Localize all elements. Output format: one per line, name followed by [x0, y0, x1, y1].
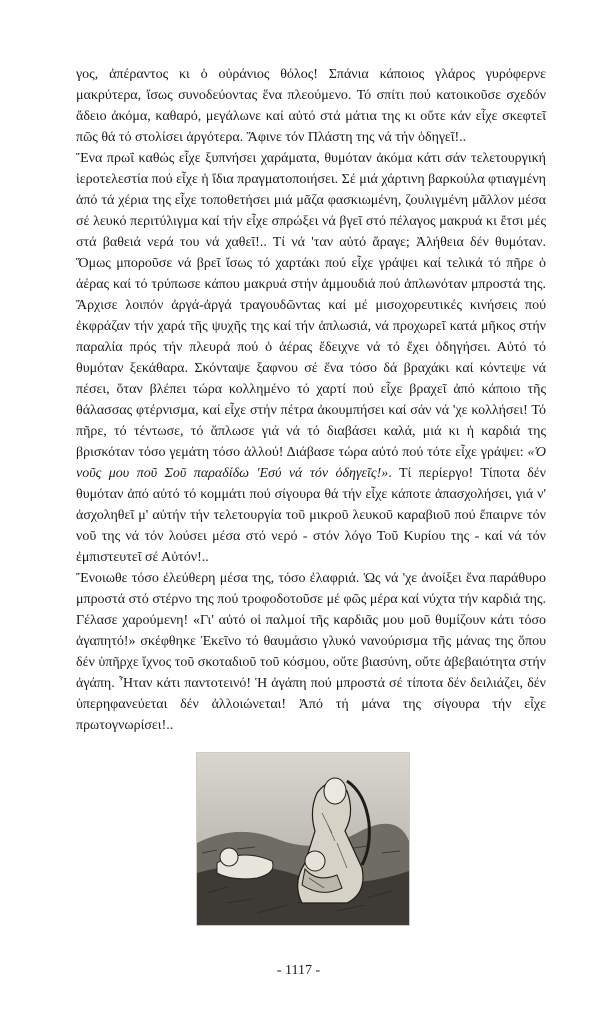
text-run: γος, ἀπέραντος κι ὁ οὐράνιος θόλος! Σπάνια κάποιος γλάρος γυρόφερνε μακρύτερα, ἴσως συνοδεύοντας ἕνα πλεούμενο. Τό σπίτι πού κατοικοῦσε σχεδόν ἄδειο ἀκόμα, καθαρό, μεγάλωνε καί αὐτό στά μάτια της κι οὔτε κάν εἶχε σκεφτεῖ πῶς θά τό στολίσει ἀργότερα. Ἄφινε τόν Πλάστη της νά τήν ὁδηγεῖ!..: [76, 67, 546, 145]
text-run: Ἔνοιωθε τόσο ἐλεύθερη μέσα της, τόσο ἐλαφριά. Ὡς νά 'χε ἀνοίξει ἕνα παράθυρο μπροστά στό στέρνο της πού τροφοδοτοῦσε μέ φῶς μέρα καί νύχτα τήν καρδιά της. Γέλασε χαρούμενη! «Γι' αὐτό οἱ παλμοί τῆς καρδιᾶς μου μοῦ θυμίζουν κάτι τόσο ἀγαπητό!» σκέφθηκε Ἐκεῖνο τό θαυμάσιο γλυκό νανούρισμα τῆς μάνας της ὅπου δέν ὑπῆρχε ἴχνος τοῦ σκοταδιοῦ τοῦ κόσμου, οὔτε βιασύνη, οὔτε ἀβεβαιότητα στήν ἀγάπη. Ἦταν κάτι παντοτεινό! Ἡ ἀγάπη πού μπροστά σέ τίποτα δέν δειλιάζει, δέν ὑπερηφανεύεται δέν ἀλλοιώνεται! Ἀπό τή μάνα της σίγουρα τήν εἶχε πρωτογνωρίσει!..: [76, 571, 546, 733]
text-run: Ἕνα πρωΐ καθώς εἶχε ξυπνήσει χαράματα, θυμόταν ἀκόμα κάτι σάν τελετουργική ἱεροτελεστία πού εἶχε ἡ ἴδια πραγματοποιήσει. Σέ μιά χάρτινη βαρκούλα φτιαγμένη ἀπό τά χέρια της εἶχε τοποθετήσει μιά μᾶζα φασκιωμένη, ζουλιγμένη μᾶλλον μέσα σέ λευκό περιτύλιγμα καί τήν εἶχε σπρώξει νά βγεῖ στό πέλαγος μακρυά κι ἔτσι μές στά βαθειά νερά του νά χαθεῖ!.. Τί νά 'ταν αὐτό ἄραγε; Ἀλήθεια δέν θυμόταν. Ὅμως μποροῦσε νά βρεῖ ἴσως τό χαρτάκι πού εἶχε γράψει καί τελικά τό πῆρε ὁ ἀέρας καί τό τρύπωσε κάπου μακρυά στήν ἀμμουδιά πού ἁπλωνόταν μπροστά της. Ἄρχισε λοιπόν ἀργά-ἀργά τραγουδῶντας καί μέ μισοχορευτικές κινήσεις πού ἐκφράζαν τήν χαρά τῆς ψυχῆς της καί τήν ἁπλωσιά, νά προχωρεῖ κατά μῆκος στήν παραλία πρός τήν πλευρά πού ὁ ἀέρας ἔδειχνε νά τό ἔχει ὁδηγήσει. Αὐτό τό θυμόταν ξεκάθαρα. Σκόνταψε ξαφνου σέ ἕνα τόσο δά βραχάκι καί κόντεψε νά πέσει, ὅταν βλέπει τώρα κολλημένο τό χαρτί πού εἶχε βραχεῖ ἀπό κάποιο τῆς θάλασσας φτέρνισμα, καί εἶχε στήν πέτρα ἀκουμπήσει καί σάν νά 'χε κολλήσει! Τό πῆρε, τό τέντωσε, τό ἅπλωσε γιά νά τό διαβάσει καλά, μιά κι ἡ καρδιά της βρισκόταν τόσο γεμάτη τόσο ἀλλού! Διάβασε τώρα αὐτό πού τότε εἶχε γράψει:: [76, 151, 546, 460]
italic-quote: «Ὁ νοῦς μου ποῦ Σοῦ παραδίδω 'Εσύ νά τόν ὁδηγεῖς!»: [76, 445, 546, 481]
body-text: [76, 64, 546, 736]
paragraph: [76, 64, 546, 148]
page-number: - 1117 -: [276, 963, 321, 978]
paragraph: [76, 148, 546, 568]
illustration-mother-and-child: [196, 752, 410, 926]
text-run: . Τί περίεργο! Τίποτα δέν θυμόταν ἀπό αὐτό τό κομμάτι πού σίγουρα θά τήν εἶχε κάποτε ἀπασχολήσει, γιά ν' ἀσχοληθεῖ μ' αὐτήν τήν τελετουργία τοῦ μικροῦ λευκοῦ καραβιοῦ πού ἔπαιρνε τόν νοῦ της νά τόν λούσει μέσα στό νερό - στόν λόγο Τοῦ Κυρίου της - καί νά τόν ἐμπιστευτεῖ σέ Αὐτόν!..: [76, 466, 546, 565]
paragraph: [76, 568, 546, 736]
